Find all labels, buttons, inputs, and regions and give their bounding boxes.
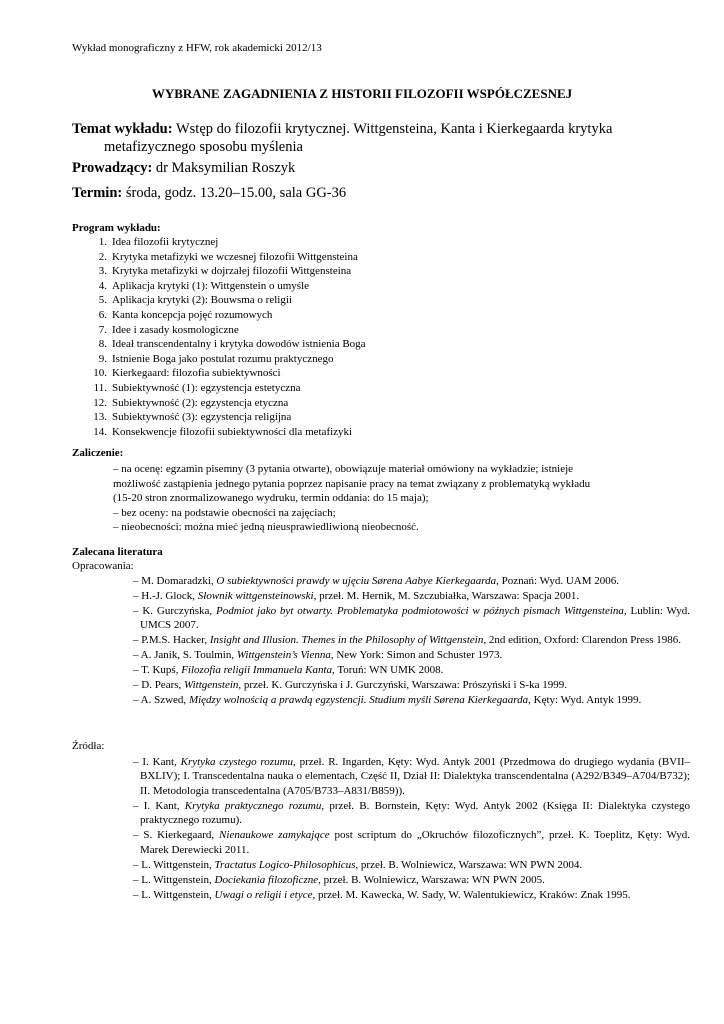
reference-author: P.M.S. Hacker, [141,634,210,647]
reference-details: , przeł. B. Bornstein, Kęty: Wyd. Antyk 2002 (Księga II: Dialektyka czystego praktycznego rozumu). [140,799,690,827]
program-item [72,264,366,279]
reference-details: , Lublin: Wyd. UMCS 2007. [140,605,690,632]
reference-details: , przeł. K. Gurczyńska i J. Gurczyński, Warszawa: Prószyński i S-ka 1999. [238,679,567,692]
program-item [72,381,366,396]
program-item-text: Subiektywność (1): egzystencja estetyczna [112,381,301,394]
credit-line: – bez oceny: na podstawie obecności na zajęciach; [113,506,336,519]
topic-line-1: Wstęp do filozofii krytycznej. Wittgensteina, Kanta i Kierkegaarda krytyka [175,121,613,137]
program-item-text: Idee i zasady kosmologiczne [112,323,239,336]
reference-details: , 2nd edition, Oxford: Clarendon Press 1986. [483,634,682,647]
reference-author: H.-J. Glock, [141,590,198,602]
reference-item [112,604,690,633]
reference-title: Krytyka czystego rozumu [180,756,294,768]
credit-heading: Zaliczenie: [72,447,124,459]
credit-line: możliwość zastąpienia jednego pytania poprzez napisanie pracy na temat związany z problematyką wykładu [113,477,591,490]
schedule-label: Termin: [72,185,123,201]
reference-title: Nienaukowe zamykające [219,829,330,842]
program-item-number: 10. [93,367,107,380]
schedule [72,184,660,202]
program-heading: Program wykładu: [72,222,161,234]
reference-item [112,574,690,588]
reference-title: Słownik wittgensteinowski [197,590,314,602]
reference-title: Wittgenstein [184,679,239,692]
program-item-text: Aplikacja krytyki (2): Bouwsma o religii [112,294,292,307]
program-item [72,337,366,352]
reference-author: L. Wittgenstein, [141,888,215,901]
reference-item [112,888,690,902]
reference-author: T. Kupś, [141,664,182,677]
reference-item [112,755,690,798]
program-item-number: 12. [93,396,107,409]
reference-author: D. Pears, [141,679,185,692]
credit-rules [113,462,673,535]
sources-label: Źródła: [72,740,105,752]
reference-author: I. Kant, [143,799,185,812]
program-item-text: Subiektywność (2): egzystencja etyczna [112,396,289,409]
reference-details: post scriptum do „Okruchów filozoficznych”, przeł. K. Toeplitz, Kęty: Wyd. Marek Derewiecki 2011. [140,829,690,856]
reference-title: Podmiot jako byt otwarty. Problematyka podmiotowości w późnych pismach Wittgensteina [216,605,624,617]
reference-item [112,648,690,662]
reference-title: Uwagi o religii i etyce [214,888,313,901]
reference-title: Filozofia religii Immanuela Kanta [181,664,333,677]
program-item-text: Krytyka metafizyki w dojrzałej filozofii Wittgensteina [112,265,352,278]
program-list [72,235,366,439]
program-item-text: Aplikacja krytyki (1): Wittgenstein o umyśle [112,279,310,292]
reference-item [112,633,690,647]
program-item-text: Krytyka metafizyki we wczesnej filozofii Wittgensteina [112,250,358,263]
reference-details: , Toruń: WN UMK 2008. [332,664,444,677]
reference-details: , przeł. B. Wolniewicz, Warszawa: WN PWN 2004. [355,858,583,871]
schedule-value: środa, godz. 13.20–15.00, sala GG-36 [125,185,347,201]
credit-line: – na ocenę: egzamin pisemny (3 pytania otwarte), obowiązuje materiał omówiony na wykładzie; istnieje [113,463,574,475]
program-item-number: 2. [98,250,107,263]
reference-author: A. Janik, S. Toulmin, [140,649,237,662]
reference-item [112,799,690,828]
program-item-number: 7. [98,323,107,336]
reference-author: A. Szwed, [140,694,189,707]
reference-title: Między wolnością a prawdą egzystencji. Studium myśli Sørena Kierkegaarda [188,694,529,707]
document-title: WYBRANE ZAGADNIENIA Z HISTORII FILOZOFII WSPÓŁCZESNEJ [151,86,573,101]
topic-label: Temat wykładu: [72,121,173,137]
reference-item [112,858,690,872]
reference-title: Wittgenstein’s Vienna [236,649,331,662]
program-item-number: 9. [98,352,107,365]
program-item-text: Idea filozofii krytycznej [112,236,219,248]
studies-list [112,574,690,708]
program-item-number: 3. [98,265,107,278]
studies-label: Opracowania: [72,560,134,572]
program-item [72,410,366,425]
topic-line-2: metafizycznego sposobu myślenia [104,139,303,155]
program-item [72,308,366,323]
reference-title: O subiektywności prawdy w ujęciu Sørena Aabye Kierkegaarda [216,575,497,587]
program-item [72,366,366,381]
reference-item [112,828,690,857]
reference-title: Tractatus Logico-Philosophicus [214,858,356,871]
program-item-number: 4. [98,279,107,292]
program-item-number: 6. [98,308,107,321]
program-item [72,396,366,411]
credit-line: – nieobecności: można mieć jedną nieusprawiedliwioną nieobecność. [113,521,419,534]
reference-details: , przeł. M. Hernik, M. Szczubiałka, Warszawa: Spacja 2001. [313,590,580,602]
reference-author: S. Kierkegaard, [143,829,220,842]
reference-title: Dociekania filozoficzne [214,873,319,886]
page-header: Wykład monograficzny z HFW, rok akademicki 2012/13 [72,42,322,54]
reference-author: K. Gurczyńska, [142,605,217,617]
reference-author: M. Domaradzki, [141,575,217,587]
program-item-text: Kierkegaard: filozofia subiektywności [112,367,281,380]
reference-item [112,873,690,887]
program-item-text: Kanta koncepcja pojęć rozumowych [112,308,273,321]
program-item-text: Konsekwencje filozofii subiektywności dla metafizyki [112,425,353,438]
program-item-number: 13. [93,411,107,424]
reference-author: L. Wittgenstein, [141,858,215,871]
reference-details: , przeł. B. Wolniewicz, Warszawa: WN PWN 2005. [318,873,545,886]
reference-item [112,678,690,692]
program-item-text: Subiektywność (3): egzystencja religijna [112,411,292,424]
reference-details: , przeł. M. Kawecka, W. Sady, W. Walentukiewicz, Kraków: Znak 1995. [312,888,631,901]
reference-title: Insight and Illusion. Themes in the Philosophy of Wittgenstein [209,634,484,647]
reference-details: , przeł. R. Ingarden, Kęty: Wyd. Antyk 2001 (Przedmowa do drugiego wydania (BVII–BXLIV); I. Transcedentalna nauka o elementach, Część II, Dział II: Dialektyka transcendentalna (A292/B349–A704/B732); II. Metodologia transcedentalna (A705/B733–A831/B859)). [140,756,691,797]
program-item-text: Ideał transcendentalny i krytyka dowodów istnienia Boga [112,338,366,351]
program-item [72,279,366,294]
literature-heading: Zalecana literatura [72,546,163,558]
reference-item [112,693,690,707]
program-item-number: 14. [93,425,107,438]
program-item [72,323,366,338]
reference-title: Krytyka praktycznego rozumu [184,799,322,812]
reference-author: I. Kant, [142,756,181,768]
program-item [72,425,366,440]
credit-line: (15-20 stron znormalizowanego wydruku, termin oddania: do 15 maja); [113,492,429,505]
reference-details: , Kęty: Wyd. Antyk 1999. [528,694,642,707]
reference-details: , Poznań: Wyd. UAM 2006. [496,575,620,587]
reference-details: , New York: Simon and Schuster 1973. [330,649,503,662]
program-item [72,352,366,367]
program-item [72,235,366,250]
program-item-number: 8. [98,338,107,351]
lecturer [72,159,660,177]
lecturer-label: Prowadzący: [72,160,153,176]
lecture-topic [72,120,660,156]
program-item-text: Istnienie Boga jako postulat rozumu praktycznego [112,352,334,365]
program-item-number: 5. [98,294,107,307]
reference-item [112,663,690,677]
reference-author: L. Wittgenstein, [141,873,215,886]
sources-list [112,755,690,903]
program-item [72,293,366,308]
program-item-number: 1. [98,236,107,248]
program-item-number: 11. [93,381,107,394]
reference-item [112,589,690,603]
lecturer-name: dr Maksymilian Roszyk [155,160,296,176]
program-item [72,250,366,265]
